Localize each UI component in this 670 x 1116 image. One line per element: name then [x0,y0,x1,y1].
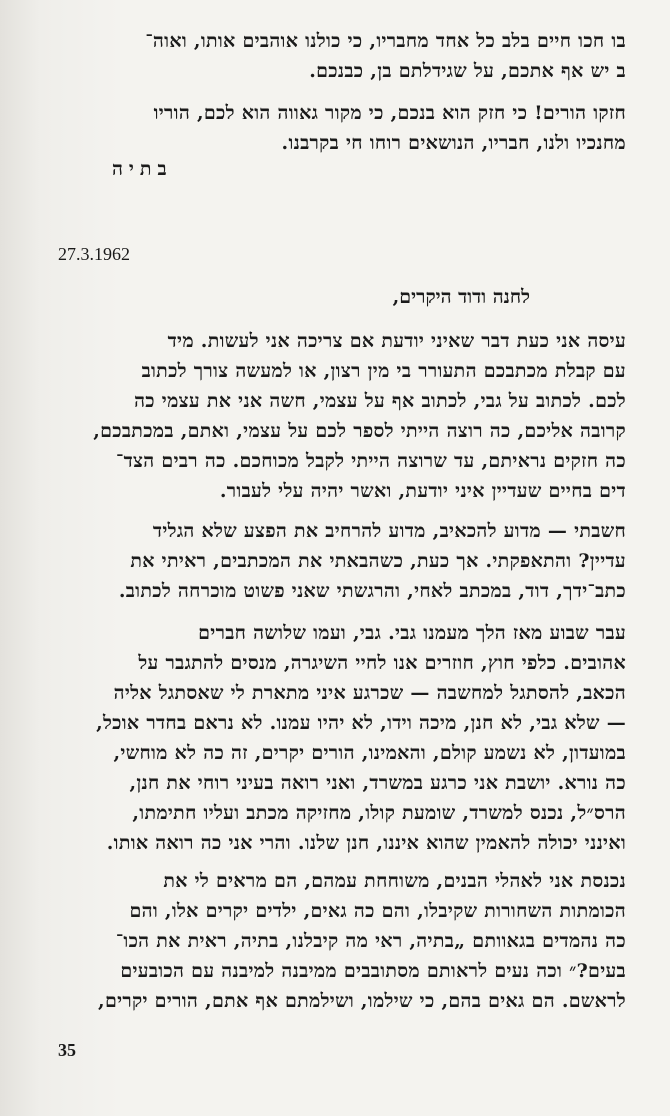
intro-paragraph [58,26,626,86]
text-line: לראשם. הם גאים בהם, כי שילמו, ושילמתם אף אתם, הורים יקרים, [98,990,626,1012]
text-line: הכאב, להסתגל למחשבה — שכרגע איני מתארת לי שאסתגל אליה [113,682,626,704]
text-line: בו חכו חיים בלב כל אחד מחבריו, כי כולנו אוהבים אותו, ואוה־ [145,30,626,52]
text-line: נכנסת אני לאהלי הבנים, משוחחת עמהם, הם מראים לי את [163,870,626,892]
signature: בתיה [112,158,173,180]
text-line: בעים?״ וכה נעים לראותם מסתובבים ממיבנה למיבנה עם הכובעים [120,960,626,982]
text-line: — שלא גבי, לא חנן, מיכה וידו, לא יהיו עמנו. לא נראם בחדר אוכל, [96,712,626,734]
letter-date: 27.3.1962 [58,244,130,264]
letter-greeting: לחנה ודוד היקרים, [392,286,530,308]
text-line: הכומתות השחורות שקיבלו, והם כה גאים, ילדים יקרים אלו, והם [129,900,626,922]
letter-paragraph-3 [58,618,626,858]
text-line: הרס״ל, נכנס למשרד, שומעת קולו, מחזיקה מכתב ועליו חתימתו, [132,802,626,824]
text-line: עיסה אני כעת דבר שאיני יודעת אם צריכה אני לעשות. מיד [167,330,626,352]
text-line: עדיין? והתאפקתי. אך כעת, כשהבאתי את המכתבים, ראיתי את [130,550,626,572]
text-line: חזקו הורים! כי חזק הוא בנכם, כי מקור גאווה הוא לכם, הוריו [153,102,626,124]
text-line: דים בחיים שעדיין איני יודעת, ואשר יהיה עלי לעבור. [219,480,626,502]
text-line: עם קבלת מכתבכם התעורר בי מין רצון, או למעשה צורך לכתוב [141,360,626,382]
letter-paragraph-4 [58,866,626,1016]
text-line: כה נהמדים בגאוותם „בתיה, ראי מה קיבלנו, בתיה, ראית את הכו־ [115,930,626,952]
letter-paragraph-1 [58,326,626,506]
text-line: עבר שבוע מאז הלך מעמנו גבי. גבי, ועמו שלושה חברים [198,622,626,644]
text-line: מחנכיו ולנו, חבריו, הנושאים רוחו חי בקרבנו. [281,132,626,154]
text-line: קרובה אליכם, כה רוצה הייתי לספר לכם על עצמי, ואתם, במכתבכם, [93,420,626,442]
page-number: 35 [58,1040,76,1060]
text-line: לכם. לכתוב על גבי, לכתוב אף על עצמי, חשה אני את עצמי כה [134,390,626,412]
text-line: אהובים. כלפי חוץ, חוזרים אנו לחיי השיגרה, מנסים להתגבר על [138,652,626,674]
text-line: ואינני יכולה להאמין שהוא איננו, חנן שלנו. והרי אני כה רואה אותו. [106,832,626,854]
encourage-paragraph [58,98,626,158]
text-line: כה חזקים נראיתם, עד שרוצה הייתי לקבל מכוחכם. כה רבים הצד־ [116,450,626,472]
text-line: במועדון, לא נשמע קולם, והאמינו, הורים יקרים, זה כה לא מוחשי, [113,742,626,764]
text-line: כתב־ידך, דוד, במכתב לאחי, והרגשתי שאני פשוט מוכרחה לכתוב. [118,580,626,602]
text-line: חשבתי — מדוע להכאיב, מדוע להרחיב את הפצע שלא הגליד [152,520,626,542]
letter-paragraph-2 [58,516,626,606]
text-line: ב יש אף אתכם, על שגידלתם בן, כבנכם. [309,60,626,82]
text-line: כה נורא. יושבת אני כרגע במשרד, ואני רואה בעיני רוחי את חנן, [129,772,626,794]
